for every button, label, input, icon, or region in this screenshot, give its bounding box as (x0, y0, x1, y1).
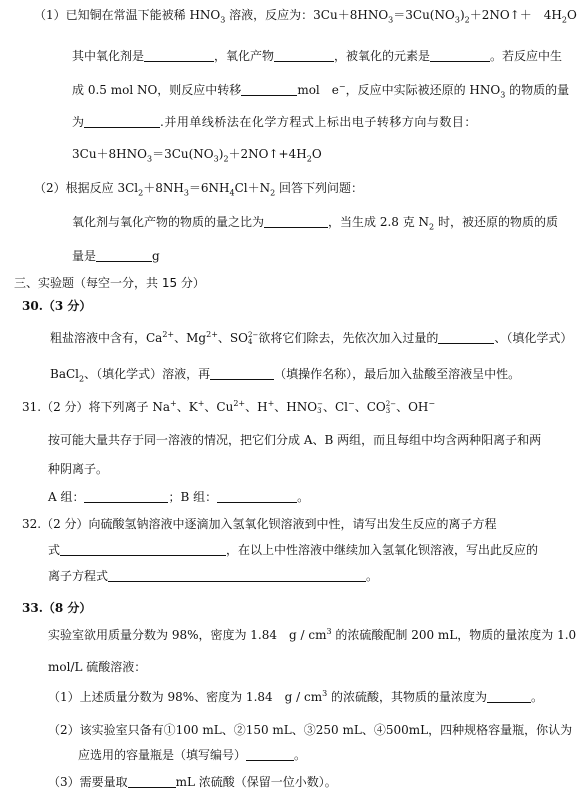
q1-line2: 其中氧化剂是 ，氧化产物 ，被氧化的元素是 。若反应中生 (72, 49, 563, 63)
q31-line3: 种阴离子。 (48, 462, 109, 476)
q33-sub2: （2）该实验室只备有①100 mL、②150 mL、③250 mL、④500mL，四种规格容量瓶，你认为 (48, 723, 573, 737)
q32-line3: 离子方程式 。 (48, 569, 379, 583)
q31-line1: 31.（2 分）将下列离子 Na+、K+、$Cu^{2+}$、H+、HNO − 3 、Cl−、CO 2− 3 、OH− (22, 399, 436, 415)
answer-blank[interactable] (274, 48, 334, 62)
answer-blank[interactable] (430, 48, 490, 62)
answer-blank[interactable] (60, 542, 226, 556)
answer-blank[interactable] (108, 568, 366, 582)
q1-line3: 成 0.5 mol NO，则反应中转移 mol e−，反应中实际被还原的 $HNO_3$ 的物质的量 (72, 82, 570, 100)
answer-blank[interactable] (241, 82, 297, 96)
q2-line3: 量是 g (72, 249, 160, 263)
q33-line2: mol/L 硫酸溶液： (48, 660, 147, 674)
answer-blank[interactable] (264, 214, 328, 228)
answer-blank[interactable] (128, 774, 176, 788)
answer-blank[interactable] (487, 689, 531, 703)
q1-line4: 为 .并用单线桥法在化学方程式上标出电子转移方向与数目： (72, 115, 477, 129)
q30-line2: BaCl$_2$、（填化学式）溶液，再 （填操作名称），最后加入盐酸至溶液呈中性。 (50, 367, 521, 384)
answer-blank[interactable] (438, 330, 494, 344)
q32-line1: 32.（2 分）向硫酸氢钠溶液中逐滴加入氢氧化钡溶液到中性，请写出发生反应的离子方程 (22, 517, 497, 531)
section-heading: 三、实验题（每空一分，共 15 分） (14, 276, 205, 290)
q2-line2: 氧化剂与氧化产物的物质的量之比为 ，当生成 2.8 克 $N_2$ 时，被还原的物质的质 (72, 215, 558, 232)
q33-number: 33.（8 分） (22, 601, 92, 615)
q1-line1: （1）已知铜在常温下能被稀 $HNO_3$ 溶液，反应为：$3Cu+8HNO_3=3Cu(NO_3)_2+2NO↑+$ $4H_2O$ (34, 8, 577, 25)
answer-blank[interactable] (84, 114, 160, 128)
answer-blank[interactable] (96, 248, 152, 262)
answer-blank[interactable] (144, 48, 214, 62)
answer-blank[interactable] (246, 747, 294, 761)
q30-number: 30.（3 分） (22, 299, 92, 313)
q1-equation: $3Cu+8HNO_3=3Cu(NO_3)_2+2NO↑+4H_2O$ (72, 147, 322, 164)
q33-sub2-cont: 应选用的容量瓶是（填写编号） 。 (78, 748, 307, 762)
q31-line2: 按可能大量共存于同一溶液的情况，把它们分成 A、B 两组，而且每组中均含两种阳离子和两 (48, 433, 542, 447)
answer-blank[interactable] (217, 489, 297, 503)
q33-line1: 实验室欲用质量分数为 98%，密度为 1.84 g / $cm^3$ 的浓硫酸配制 200 mL，物质的量浓度为 1.0 (48, 627, 577, 642)
q31-line4: A 组： ；B 组： 。 (48, 490, 310, 504)
q33-sub3: （3）需要量取 mL 浓硫酸（保留一位小数）。 (48, 775, 337, 789)
q30-line1: 粗盐溶液中含有，$Ca^{2+}$、$Mg^{2+}$、SO 2− 4 欲将它们除去，先依次加入过量的 、（填化学式） (50, 330, 573, 346)
q2-line1: （2）根据反应 $3Cl_2+8NH_3=6NH_4Cl+N_2$ 回答下列问题： (34, 181, 364, 198)
q33-sub1: （1）上述质量分数为 98%、密度为 1.84 g / $cm^3$ 的浓硫酸，其物质的量浓度为 。 (48, 689, 544, 704)
answer-blank[interactable] (210, 366, 274, 380)
q32-line2: 式 ，在以上中性溶液中继续加入氢氧化钡溶液，写出此反应的 (48, 543, 539, 557)
answer-blank[interactable] (84, 489, 168, 503)
